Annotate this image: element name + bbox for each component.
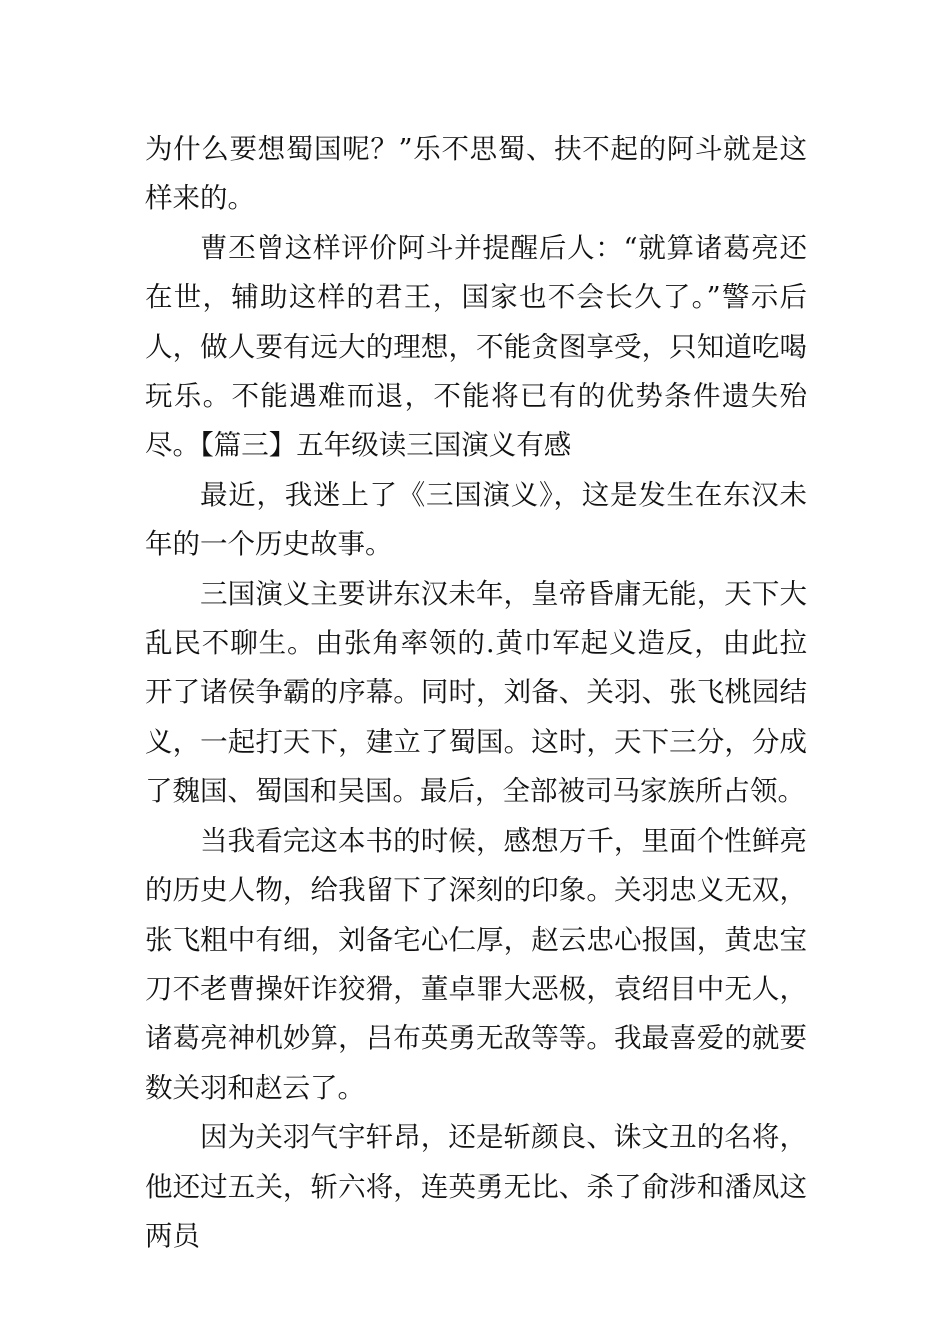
paragraph-guan-yu: 因为关羽气宇轩昂，还是斩颜良、诛文丑的名将，他还过五关，斩六将，连英勇无比、杀了俞涉和潘凤这两员 [145, 1121, 807, 1252]
body-text [145, 125, 807, 1261]
paragraph-cao-pi-comment: 曹丕曾这样评价阿斗并提醒后人：“就算诸葛亮还在世，辅助这样的君王，国家也不会长久了。”警示后人，做人要有远大的理想，不能贪图享受，只知道吃喝玩乐。不能遇难而退，不能将已有的优势条件遗失殆尽。【篇三】五年级读三国演义有感 [145, 231, 807, 462]
paragraph-characters: 当我看完这本书的时候，感想万千，里面个性鲜亮的历史人物，给我留下了深刻的印象。关羽忠义无双，张飞粗中有细，刘备宅心仁厚，赵云忠心报国，黄忠宝刀不老曹操奸诈狡猾，董卓罪大恶极，袁绍目中无人，诸葛亮神机妙算，吕布英勇无敌等等。我最喜爱的就要数关羽和赵云了。 [145, 824, 807, 1104]
paragraph-intro: 最近，我迷上了《三国演义》，这是发生在东汉未年的一个历史故事。 [145, 478, 807, 561]
paragraph-summary: 三国演义主要讲东汉未年，皇帝昏庸无能，天下大乱民不聊生。由张角率领的.黄巾军起义造反，由此拉开了诸侯争霸的序幕。同时，刘备、关羽、张飞桃园结义，一起打天下，建立了蜀国。这时，天下三分，分成了魏国、蜀国和吴国。最后，全部被司马家族所占领。 [145, 577, 807, 808]
paragraph-continuation: 为什么要想蜀国呢？”乐不思蜀、扶不起的阿斗就是这样来的。 [145, 133, 807, 215]
